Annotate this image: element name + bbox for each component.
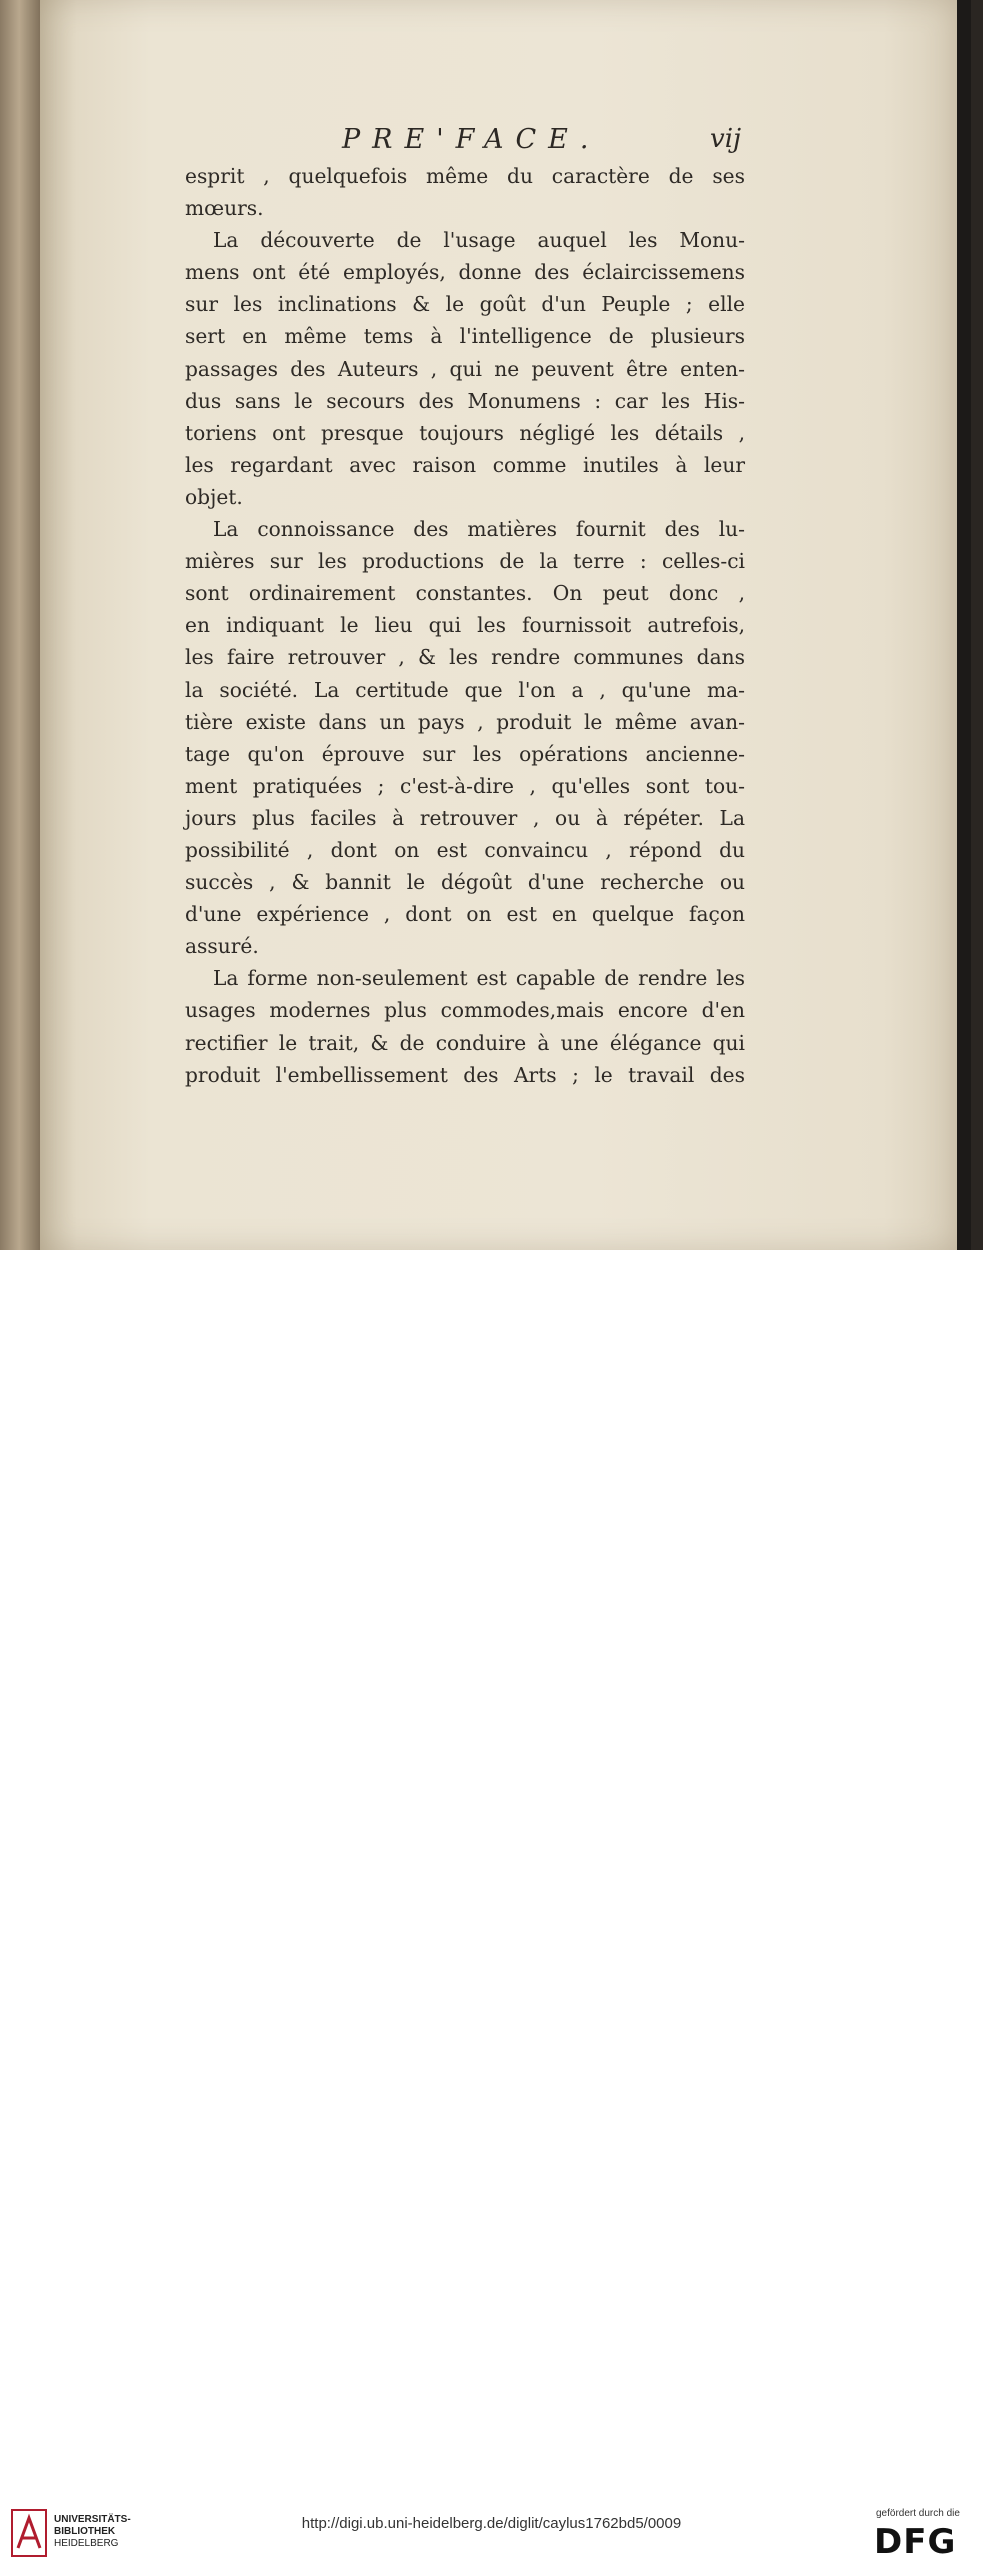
text-line: sur les inclinations & le goût d'un Peuple ; elle bbox=[185, 292, 745, 317]
text-line: possibilité , dont on est convaincu , répond du bbox=[185, 837, 745, 862]
viewer-footer bbox=[0, 1250, 983, 2562]
text-line: dus sans le secours des Monumens : car les His- bbox=[185, 388, 745, 413]
text-line: d'une expérience , dont on est en quelque façon bbox=[185, 902, 745, 927]
library-name-line: BIBLIOTHEK bbox=[54, 2526, 116, 2537]
text-line: mières sur les productions de la terre : celles-ci bbox=[185, 549, 745, 574]
text-line: les faire retrouver , & les rendre communes dans bbox=[185, 645, 745, 670]
text-line: produit l'embellissement des Arts ; le travail des bbox=[185, 1062, 745, 1087]
text-line: esprit , quelquefois même du caractère de ses bbox=[185, 164, 745, 188]
text-line: en indiquant le lieu qui les fournissoit autrefois, bbox=[185, 613, 745, 638]
funding-note: gefördert durch die bbox=[876, 2508, 960, 2519]
text-line: les regardant avec raison comme inutiles à leur bbox=[185, 452, 745, 477]
text-line: La découverte de l'usage auquel les Monu- bbox=[213, 228, 745, 253]
text-line: assuré. bbox=[185, 934, 259, 959]
text-line: La connoissance des matières fournit des lu- bbox=[213, 517, 745, 542]
library-name-line: HEIDELBERG bbox=[54, 2538, 119, 2549]
permalink-url[interactable]: http://digi.ub.uni-heidelberg.de/diglit/caylus1762bd5/0009 bbox=[301, 2515, 682, 2532]
text-line: tage qu'on éprouve sur les opérations ancienne- bbox=[185, 741, 745, 766]
text-line: sert en même tems à l'intelligence de plusieurs bbox=[185, 324, 745, 349]
text-line: rectifier le trait, & de conduire à une élégance qui bbox=[185, 1030, 745, 1055]
library-name-line: UNIVERSITÄTS- bbox=[54, 2514, 131, 2525]
text-line: passages des Auteurs , qui ne peuvent être enten- bbox=[185, 356, 745, 381]
text-line: la société. La certitude que l'on a , qu'une ma- bbox=[185, 677, 745, 702]
text-line: tière existe dans un pays , produit le même avan- bbox=[185, 709, 745, 734]
dfg-logo: DFG bbox=[874, 2522, 957, 2562]
text-line: toriens ont presque toujours négligé les détails , bbox=[185, 420, 745, 445]
book-page bbox=[40, 0, 957, 1250]
book-right-edge bbox=[971, 0, 983, 1250]
running-head-title: PRE'FACE. bbox=[342, 124, 601, 155]
text-line: mœurs. bbox=[185, 196, 264, 221]
text-line: sont ordinairement constantes. On peut donc , bbox=[185, 581, 745, 606]
text-line: La forme non-seulement est capable de rendre les bbox=[213, 966, 745, 991]
text-line: objet. bbox=[185, 484, 243, 509]
text-line: ment pratiquées ; c'est-à-dire , qu'elles sont tou- bbox=[185, 773, 745, 798]
scanned-page-image bbox=[0, 0, 983, 1250]
body-text bbox=[185, 160, 745, 1091]
page-number: vij bbox=[710, 124, 742, 154]
running-head bbox=[40, 120, 957, 160]
text-line: succès , & bannit le dégoût d'une recherche ou bbox=[185, 870, 745, 895]
text-line: usages modernes plus commodes,mais encore d'en bbox=[185, 998, 745, 1023]
text-line: jours plus faciles à retrouver , ou à répéter. La bbox=[185, 805, 745, 830]
text-line: mens ont été employés, donne des éclaircissemens bbox=[185, 260, 745, 285]
